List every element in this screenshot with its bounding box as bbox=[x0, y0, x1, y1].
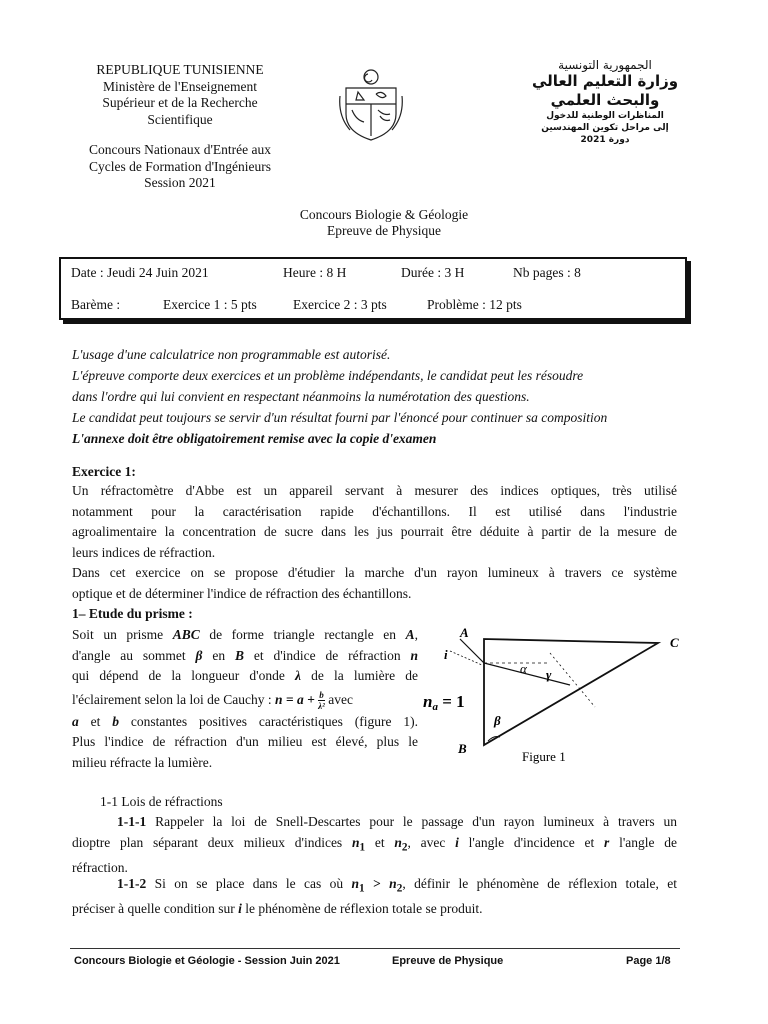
arabic-line: الجمهورية التونسية bbox=[558, 58, 652, 72]
exam-info-box bbox=[59, 257, 687, 320]
intro-line: leurs indices de réfraction. bbox=[72, 544, 216, 560]
prism-triangle bbox=[484, 639, 658, 745]
exam-pages: Nb pages : 8 bbox=[513, 265, 581, 280]
bareme-ex2: Exercice 2 : 3 pts bbox=[293, 297, 387, 312]
header-line: Cycles de Formation d'Ingénieurs bbox=[88, 158, 272, 174]
instruction-line-bold: L'annexe doit être obligatoirement remise avec la copie d'examen bbox=[72, 431, 437, 446]
exam-title bbox=[234, 207, 534, 239]
intro-line: optique et de déterminer l'indice de réfraction des échantillons. bbox=[72, 585, 412, 601]
figure-caption: Figure 1 bbox=[522, 749, 566, 764]
bareme-ex1: Exercice 1 : 5 pts bbox=[163, 297, 257, 312]
angle-alpha-label: α bbox=[520, 661, 527, 676]
cauchy-fraction: $\frac{b}{\text{λ²}}$ bbox=[318, 689, 325, 711]
vertex-A: A bbox=[460, 625, 469, 640]
footer-divider bbox=[70, 948, 680, 949]
instruction-line: L'usage d'une calculatrice non programmable est autorisé. bbox=[72, 347, 391, 362]
q112-line: préciser à quelle condition sur i le phénomène de réflexion totale se produit. bbox=[72, 901, 483, 917]
header-line: Supérieur et de la Recherche bbox=[102, 95, 258, 110]
exam-title-line: Epreuve de Physique bbox=[327, 223, 441, 238]
prism-line: d'angle au sommet β en B et d'indice de réfraction n bbox=[72, 647, 418, 663]
footer-left: Concours Biologie et Géologie - Session Juin 2021 bbox=[74, 955, 340, 967]
angle-i-label: i bbox=[444, 647, 448, 662]
prism-line: Plus l'indice de réfraction d'un milieu est élevé, plus le bbox=[72, 734, 418, 749]
header-line: Session 2021 bbox=[144, 175, 216, 190]
tunisia-coat-of-arms-emblem bbox=[338, 66, 404, 144]
figure1-prism-diagram bbox=[420, 625, 690, 775]
exam-date: Date : Jeudi 24 Juin 2021 bbox=[71, 265, 209, 280]
arabic-line: وزارة التعليم العالي bbox=[531, 72, 679, 90]
question-1-1-2 bbox=[72, 874, 677, 920]
header-line: Scientifique bbox=[147, 111, 213, 127]
header-institution bbox=[40, 62, 320, 192]
cauchy-law-line: l'éclairement selon la loi de Cauchy : n = a + $\frac{b}{\text{λ²}}$ avec bbox=[72, 689, 353, 711]
bareme-problem: Problème : 12 pts bbox=[427, 297, 522, 312]
vertex-B: B bbox=[458, 741, 467, 756]
exam-duration: Durée : 3 H bbox=[401, 265, 465, 280]
question-1-1-title: 1-1 Lois de réfractions bbox=[100, 794, 223, 809]
arabic-line: إلى مراحل تكوين المهندسين bbox=[541, 123, 669, 133]
refracted-ray bbox=[484, 663, 570, 685]
footer-page-number: Page 1/8 bbox=[626, 955, 671, 967]
instruction-line: L'épreuve comporte deux exercices et un problème indépendants, le candidat peut les résoudre bbox=[72, 368, 584, 383]
section-title: 1– Etude du prisme : bbox=[72, 606, 193, 621]
normal-line bbox=[450, 651, 482, 665]
prism-line: qui dépend de la longueur d'onde λ de la lumière de bbox=[72, 668, 418, 683]
prism-line: Soit un prisme ABC de forme triangle rectangle en A, bbox=[72, 627, 418, 642]
prism-line: a et b constantes positives caractéristiques (figure 1). bbox=[72, 713, 418, 729]
medium-index-label: na = 1 bbox=[423, 692, 465, 713]
q111-line: dioptre plan séparant deux milieux d'indices $n_1$ et $n_2$, avec i l'angle d'incidence et r l'angle de bbox=[72, 834, 677, 854]
q111-line: 1-1-1 Rappeler la loi de Snell-Descartes pour le passage d'un rayon lumineux à travers un bbox=[117, 814, 677, 829]
arabic-line: المناظرات الوطنية للدخول bbox=[546, 111, 664, 121]
angle-beta-label: β bbox=[494, 713, 501, 728]
exam-time: Heure : 8 H bbox=[283, 265, 347, 280]
header-arabic bbox=[500, 58, 710, 146]
intro-line: Un réfractomètre d'Abbe est un appareil servant à mesurer des indices optiques, très utilisé bbox=[72, 483, 677, 498]
exercise1-intro bbox=[72, 481, 677, 625]
bareme-label: Barème : bbox=[71, 297, 121, 312]
prism-line: milieu réfracte la lumière. bbox=[72, 754, 213, 770]
question-1-1-1 bbox=[72, 812, 677, 878]
instruction-line: Le candidat peut toujours se servir d'un résultat fourni par l'énoncé pour continuer sa composition bbox=[72, 410, 608, 425]
exercise1-title: Exercice 1: bbox=[72, 464, 136, 479]
vertex-C: C bbox=[670, 635, 679, 650]
q112-line: 1-1-2 Si on se place dans le cas où $n_1 > n_2$, définir le phénomène de réflexion totale, et bbox=[117, 876, 677, 895]
instructions bbox=[72, 344, 712, 449]
intro-line: notamment pour la caractérisation rapide d'échantillons. Il est utilisé dans l'industrie bbox=[72, 503, 677, 519]
intro-line: Dans cet exercice on se propose d'étudier la marche d'un rayon lumineux à travers ce système bbox=[72, 565, 677, 580]
header-line: Ministère de l'Enseignement bbox=[103, 78, 257, 94]
prism-description bbox=[72, 625, 418, 773]
incident-ray bbox=[460, 639, 484, 663]
arabic-line: دورة 2021 bbox=[580, 135, 630, 145]
q111-line: réfraction. bbox=[72, 859, 128, 875]
normal-dashed-2 bbox=[550, 653, 595, 707]
exam-title-line: Concours Biologie & Géologie bbox=[299, 207, 469, 222]
instruction-line: dans l'ordre qui lui convient en respectant néanmoins la numérotation des questions. bbox=[72, 389, 530, 404]
intro-line: agroalimentaire la concentration de sucre dans les jus pourrait être déduite à partir de la mesure de bbox=[72, 524, 677, 539]
angle-gamma-label: γ bbox=[546, 667, 552, 682]
arabic-line: والبحث العلمي bbox=[550, 91, 660, 109]
header-line: REPUBLIQUE TUNISIENNE bbox=[96, 62, 264, 77]
header-line: Concours Nationaux d'Entrée aux bbox=[88, 142, 271, 157]
footer-center: Epreuve de Physique bbox=[392, 955, 504, 967]
